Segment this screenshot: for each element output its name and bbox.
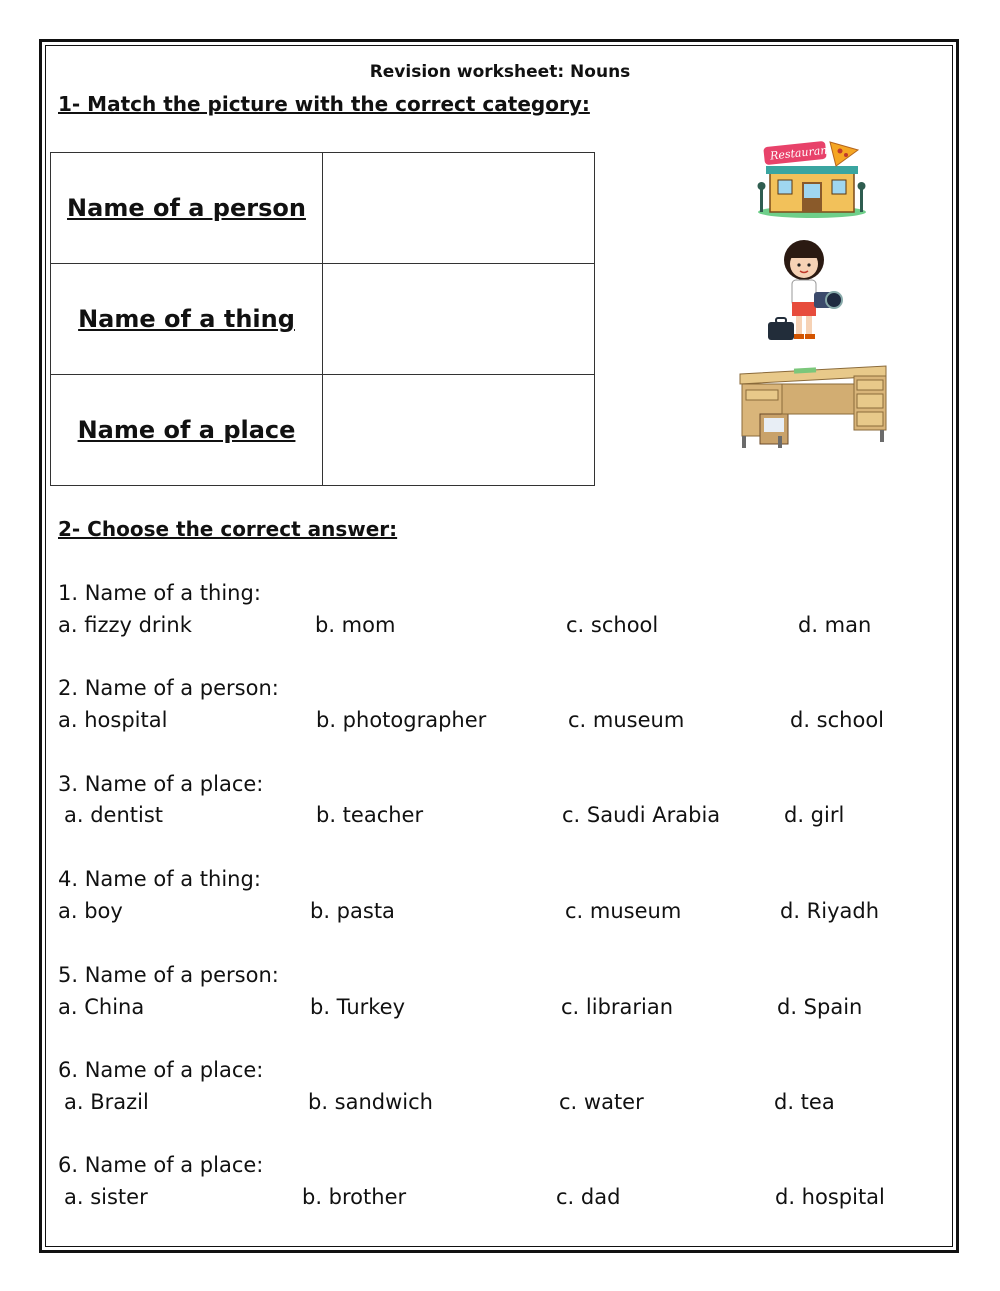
answer-drop-cell[interactable] <box>323 264 595 375</box>
option-b[interactable]: b. sandwich <box>308 1090 433 1114</box>
match-row <box>51 153 595 264</box>
option-c[interactable]: c. school <box>566 613 659 637</box>
question-prompt: 6. Name of a place: <box>58 1153 264 1177</box>
option-d[interactable]: d. hospital <box>775 1185 885 1209</box>
category-thing-label: Name of a thing <box>78 305 295 333</box>
question-prompt: 3. Name of a place: <box>58 772 264 796</box>
option-d[interactable]: d. Spain <box>777 995 863 1019</box>
desk-picture[interactable] <box>736 362 890 454</box>
match-row <box>51 375 595 486</box>
question-prompt: 6. Name of a place: <box>58 1058 264 1082</box>
option-a[interactable]: a. China <box>58 995 145 1019</box>
category-cell <box>51 153 323 264</box>
option-b[interactable]: b. mom <box>315 613 396 637</box>
restaurant-picture[interactable] <box>756 136 868 218</box>
option-a[interactable]: a. boy <box>58 899 123 923</box>
match-table <box>50 152 595 486</box>
option-b[interactable]: b. photographer <box>316 708 487 732</box>
question-prompt: 1. Name of a thing: <box>58 581 261 605</box>
option-a[interactable]: a. sister <box>64 1185 148 1209</box>
option-d[interactable]: d. Riyadh <box>780 899 880 923</box>
option-a[interactable]: a. Brazil <box>64 1090 149 1114</box>
photographer-picture[interactable] <box>764 236 848 346</box>
option-b[interactable]: b. brother <box>302 1185 407 1209</box>
option-d[interactable]: d. man <box>798 613 872 637</box>
restaurant-sign-text: Restaurant <box>769 143 833 163</box>
option-d[interactable]: d. school <box>790 708 885 732</box>
section1-heading: 1- Match the picture with the correct category: <box>58 92 590 116</box>
category-cell <box>51 375 323 486</box>
option-d[interactable]: d. tea <box>774 1090 835 1114</box>
option-c[interactable]: c. museum <box>568 708 685 732</box>
answer-drop-cell[interactable] <box>323 375 595 486</box>
option-a[interactable]: a. hospital <box>58 708 168 732</box>
option-a[interactable]: a. fizzy drink <box>58 613 192 637</box>
section2-heading: 2- Choose the correct answer: <box>58 517 398 541</box>
option-a[interactable]: a. dentist <box>64 803 164 827</box>
option-d[interactable]: d. girl <box>784 803 845 827</box>
question-prompt: 4. Name of a thing: <box>58 867 261 891</box>
worksheet-title: Revision worksheet: Nouns <box>369 62 631 82</box>
option-c[interactable]: c. dad <box>556 1185 621 1209</box>
question-prompt: 5. Name of a person: <box>58 963 279 987</box>
option-b[interactable]: b. Turkey <box>310 995 406 1019</box>
category-place-label: Name of a place <box>77 416 296 444</box>
option-c[interactable]: c. librarian <box>561 995 674 1019</box>
option-b[interactable]: b. teacher <box>316 803 424 827</box>
match-row <box>51 264 595 375</box>
question-prompt: 2. Name of a person: <box>58 676 279 700</box>
category-cell <box>51 264 323 375</box>
option-c[interactable]: c. water <box>559 1090 644 1114</box>
option-b[interactable]: b. pasta <box>310 899 395 923</box>
option-c[interactable]: c. museum <box>565 899 682 923</box>
option-c[interactable]: c. Saudi Arabia <box>562 803 721 827</box>
category-person-label: Name of a person <box>67 194 306 222</box>
answer-drop-cell[interactable] <box>323 153 595 264</box>
